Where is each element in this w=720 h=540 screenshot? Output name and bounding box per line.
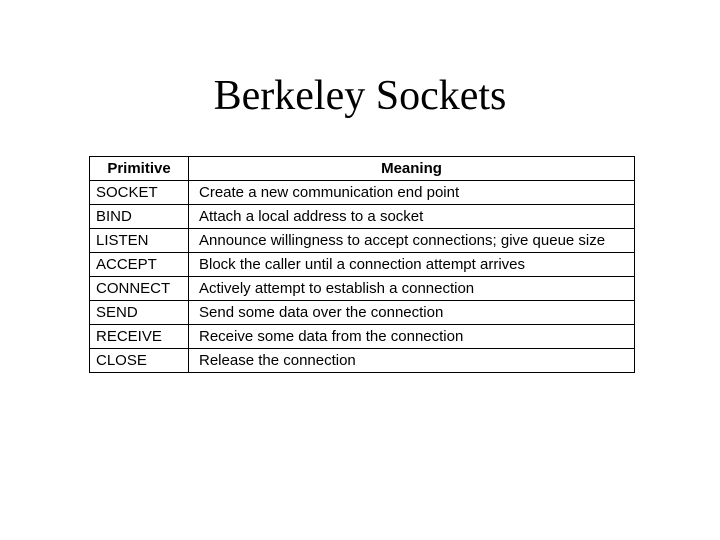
table-row (90, 229, 635, 253)
cell-meaning: Create a new communication end point (189, 181, 635, 205)
header-primitive: Primitive (90, 157, 189, 181)
table-row (90, 181, 635, 205)
slide-title: Berkeley Sockets (213, 73, 507, 119)
cell-primitive: CLOSE (90, 349, 189, 373)
cell-meaning: Receive some data from the connection (189, 325, 635, 349)
table-header-row (90, 157, 635, 181)
cell-primitive: ACCEPT (90, 253, 189, 277)
cell-meaning: Block the caller until a connection attempt arrives (189, 253, 635, 277)
header-meaning: Meaning (189, 157, 635, 181)
cell-meaning: Announce willingness to accept connections; give queue size (189, 229, 635, 253)
cell-primitive: RECEIVE (90, 325, 189, 349)
cell-primitive: BIND (90, 205, 189, 229)
cell-primitive: SEND (90, 301, 189, 325)
table-row (90, 253, 635, 277)
cell-meaning: Attach a local address to a socket (189, 205, 635, 229)
cell-meaning: Actively attempt to establish a connection (189, 277, 635, 301)
cell-primitive: CONNECT (90, 277, 189, 301)
table-row (90, 325, 635, 349)
table-row (90, 349, 635, 373)
table-row (90, 205, 635, 229)
table-row (90, 301, 635, 325)
cell-meaning: Send some data over the connection (189, 301, 635, 325)
table-row (90, 277, 635, 301)
cell-primitive: LISTEN (90, 229, 189, 253)
cell-primitive: SOCKET (90, 181, 189, 205)
primitives-table (89, 156, 635, 373)
cell-meaning: Release the connection (189, 349, 635, 373)
